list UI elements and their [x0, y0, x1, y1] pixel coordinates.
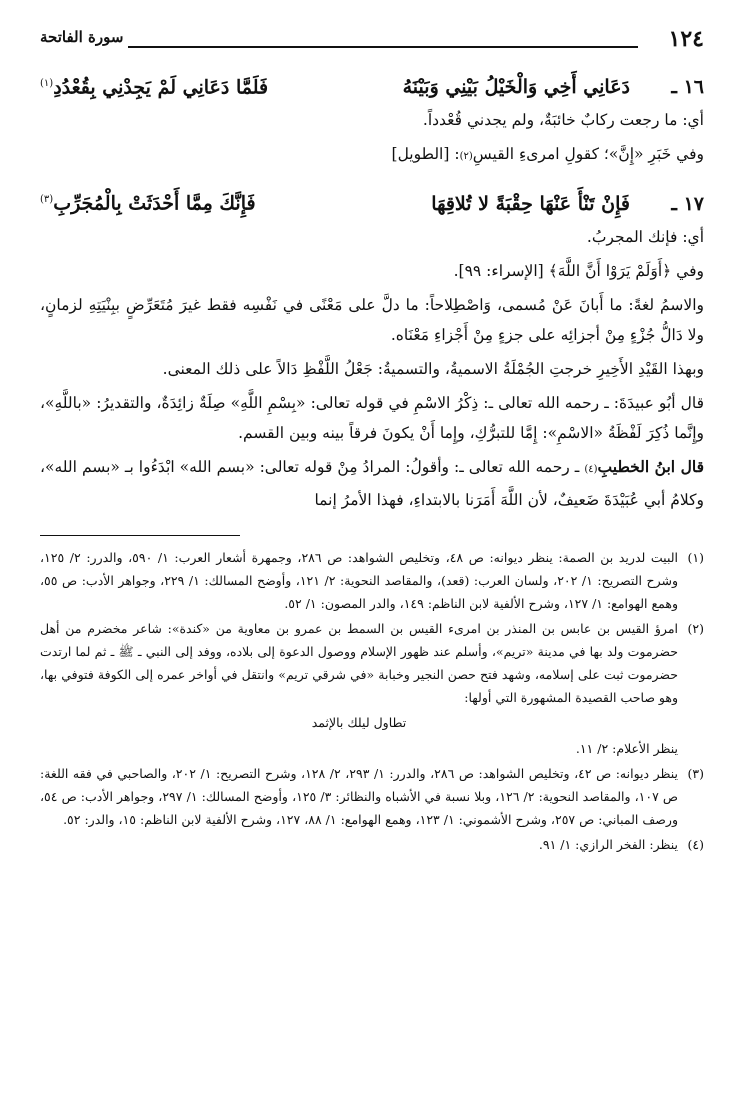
example-paragraph: [40, 139, 704, 172]
footnote-text: ينظر: الفخر الرازي: ١/ ٩١.: [538, 836, 678, 852]
verse-hemistich-second: [40, 186, 370, 217]
footnote-ref-2: (٢): [459, 151, 473, 163]
definition-paragraph: وبهذا القَيْدِ الأَخِيرِ خرجتِ الجُمْلَةُ الاسميةُ، والتسميةُ: جَعْلُ اللَّفْظِ دَالاً على ذلك المعنى.: [162, 359, 704, 378]
footnote-ref-3: (٣): [40, 194, 54, 206]
header-rule: [128, 46, 638, 48]
footnote: [40, 546, 704, 615]
footnote-text: البيت لدريد بن الصمة: ينظر ديوانه: ص ٤٨، وتخليص الشواهد: ص ٢٨٦، وجمهرة أشعار العرب: ١/ ٥٩٠، والدرر: ٢/ ١٢٥، وشرح التصريح: ١/ ٢٠٢، ولسان العرب: (قعد)، والمقاصد النحوية: ٢/ ١٢١، وأوضح المسالك: ١/ ٢٢٩، وجواهر الأدب: ص ٥٥، وهمع الهوامع: ١/ ١٢٧، وشرح الألفية لابن الناظم: ١٤٩، والدر المصون: ١/ ٥٢.: [40, 549, 679, 611]
footnote: [40, 762, 704, 831]
quote-paragraph: [40, 452, 704, 515]
surah-title: سورة الفاتحة: [40, 28, 124, 46]
footnote: [40, 833, 704, 856]
footnote-body: [40, 617, 678, 760]
verse-17: [40, 186, 704, 217]
verse-hemistich-second-text: فَلَمَّا دَعَانِي لَمْ يَجِدْنِي بِقُعْدُدِ: [53, 76, 269, 99]
definition-paragraph: والاسمُ لغةً: ما أَبانَ عَنْ مُسمى، وَاصْطِلاحاً: ما دلَّ على مَعْنًى في نَفْسِه فقط غيرَ مُتَعَرِّضٍ ببِنْيَتِهِ لزمانٍ، ولا دَالُّ جُزْءٍ مِنْ أجزائِه على جزءٍ مِنْ أَجْزاءِ مَعْنَاه.: [40, 295, 704, 344]
verse-hemistich-first: دَعَانِي أَخِي وَالْخَيْلُ بَيْنِي وَبَيْنَهُ: [402, 76, 630, 99]
verse-number: ١٦ ـ: [671, 76, 704, 99]
author-name: قال ابنُ الخطيبِ: [597, 456, 704, 476]
gloss-paragraph: أي: فإنك المجربُ.: [586, 227, 704, 246]
footnote-ref-1: (١): [40, 78, 54, 89]
page: [40, 22, 704, 1083]
footnote-number: (١): [687, 549, 704, 565]
footnote-poem-line: تطاول ليلك بالإثمد: [311, 714, 407, 730]
verse-16: [40, 70, 704, 101]
quran-citation: وفي ﴿أَوَلَمْ يَرَوْا أَنَّ اللَّهَ﴾ [الإسراء: ٩٩].: [453, 261, 704, 280]
footnote-reference: ينظر الأعلام: ٢/ ١١.: [575, 740, 678, 756]
footnote-text: ينظر ديوانه: ص ٤٢، وتخليص الشواهد: ص ٢٨٦، والدرر: ١/ ٢٩٣، ٢/ ١٢٨، وشرح التصريح: ١/ ٢٠٢، والصاحبي في فقه اللغة: ص ١٠٧، والمقاصد النحوية: ٢/ ١٢٦، وبلا نسبة في الأشباه والنظائر: ٣/ ١٢٥، وأوضح المسالك: ١/ ٢٩٧، وجواهر الأدب: ص ٥٤، ورصف المباني: ص ٢٥٧، وشرح الأشموني: ١/ ١٢٣، وهمع الهوامع: ١/ ٨٨، ١٢٧، وشرح الألفية لابن الناظم: ١٥، والدر: ٥٢.: [40, 765, 679, 827]
meter-label: : [الطويل]: [391, 145, 460, 164]
footnote-separator: [40, 535, 240, 536]
footnote-text: امرؤ القيس بن عابس بن المنذر بن امرىء القيس بن السمط بن عمرو بن معاوية من «كندة»: شاعر مخضرم من أهل حضرموت ولد بها في مدينة «تريم»، وأسلم عند ظهور الإسلام ووصول الدعوة إلى بلاده، ووفد إلى النبي ـ ﷺ ـ ثم لما ارتدت حضرموت ثبت على إسلامه، وشهد فتح حصن النجير وخبابة «في شرقي تريم» وانتقل في أواخر عمره إلى الكوفة فتوفي بها، وهو صاحب القصيدة المشهورة التي أولها:: [40, 620, 678, 705]
verse-hemistich-second-text: فَإِنَّكَ مِمَّا أَحْدَثَتْ بِالْمُجَرِّبِ: [53, 192, 256, 215]
quote-paragraph: قال أبُو عبيدَةَ: ـ رحمه الله تعالى ـ: ذِكْرُ الاسْمِ في قوله تعالى: «بِسْمِ اللَّهِ» صِلَةٌ زائِدَةٌ، والتقديرُ: «باللَّهِ»، وإِنَّما ذُكِرَ لَفْظَةُ «الاسْمِ»: إِمَّا للتبرُّكِ، وإِما أَنْ يكونَ فرقاً بينه وبين القسم.: [40, 393, 704, 442]
footnote-ref-4: (٤): [584, 463, 598, 475]
running-header: [40, 22, 704, 56]
gloss-paragraph: أي: ما رجعت ركابٌ خائبَةٌ، ولم يجدني قُعْدداً.: [422, 111, 704, 130]
verse-number: ١٧ ـ: [671, 192, 704, 215]
quote-text: ـ رحمه الله تعالى ـ: وأقولُ: المرادُ مِنْ قوله تعالى: «بسم الله» ابْدَءُوا بـ «بسم الله»، وكلامُ أبي عُبَيْدَةَ ضَعيفٌ، لأن اللَّهَ أَمَرَنا بالابتداءِ، فهذا الأمرُ إنما: [40, 457, 704, 509]
footnote: [40, 617, 704, 760]
page-number: ١٢٤: [668, 26, 704, 52]
footnote-number: (٢): [687, 620, 704, 636]
example-text: وفي خَبَرِ «إِنَّ»؛ كقولِ امرىءِ القيسِ: [472, 145, 704, 164]
footnote-number: (٣): [687, 765, 704, 781]
verse-hemistich-first: فَإِنْ تَنْأَ عَنْهَا حِقْبَةً لا تُلاقِهَا: [431, 192, 630, 215]
verse-hemistich-second: [40, 70, 370, 101]
footnote-number: (٤): [687, 836, 704, 852]
